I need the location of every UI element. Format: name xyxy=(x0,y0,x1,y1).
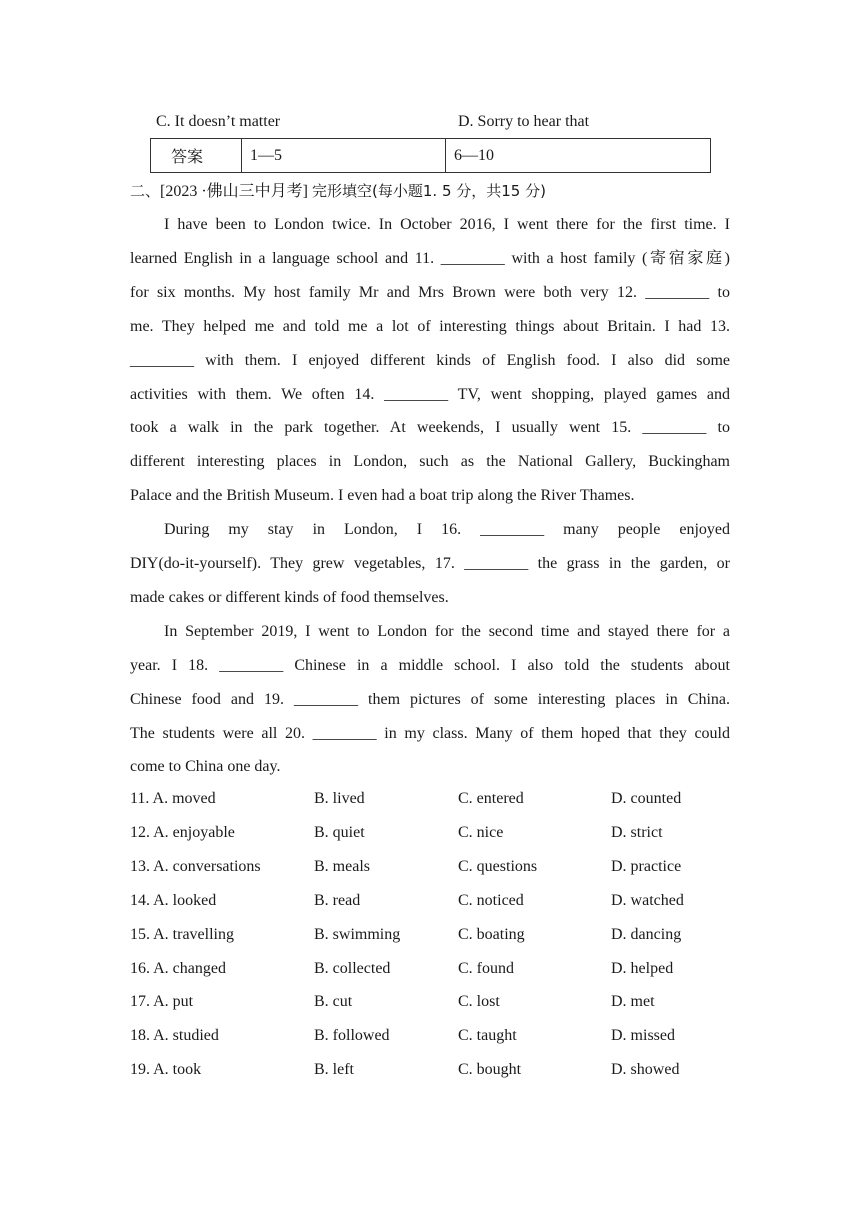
section-heading xyxy=(130,181,546,202)
passage-line: DIY(do-it-yourself). They grew vegetables, 17. ________ the grass in the garden, or xyxy=(130,555,730,572)
option-d: D. helped xyxy=(611,959,674,977)
option-d: D. strict xyxy=(611,823,663,841)
option-c: C. questions xyxy=(458,857,538,875)
section-source: [2023 ·佛山三中月考] xyxy=(160,183,309,200)
passage-line: me. They helped me and told me a lot of interesting things about Britain. I had 13. xyxy=(130,317,730,335)
option-d: D. missed xyxy=(611,1027,675,1045)
passage-line: The students were all 20. ________ in my class. Many of them hoped that they could xyxy=(130,724,730,742)
option-d: D. met xyxy=(611,993,655,1011)
answer-range-6-10: 6—10 xyxy=(446,139,711,173)
passage-line: ________ with them. I enjoyed different kinds of English food. I also did some xyxy=(130,351,730,369)
answer-range-1-5: 1—5 xyxy=(242,139,446,173)
prev-option-d: D. Sorry to hear that xyxy=(458,113,590,130)
option-c: C. found xyxy=(458,959,514,977)
option-b: B. read xyxy=(314,891,361,909)
option-a: 16. A. changed xyxy=(130,959,226,977)
option-a: 12. A. enjoyable xyxy=(130,823,235,841)
section-title: 完形填空(每小题1. 5 分，共15 分) xyxy=(312,182,546,200)
option-a: 15. A. travelling xyxy=(130,925,234,943)
option-c: C. bought xyxy=(458,1061,522,1079)
passage-line: learned English in a language school and 11. ________ with a host family (寄宿家庭) xyxy=(130,249,730,267)
option-b: B. followed xyxy=(314,1027,390,1045)
option-c: C. entered xyxy=(458,790,524,807)
option-b: B. quiet xyxy=(314,823,365,841)
passage-line: In September 2019, I went to London for the second time and stayed there for a xyxy=(164,622,730,640)
option-a: 19. A. took xyxy=(130,1061,202,1079)
option-b: B. left xyxy=(314,1061,354,1079)
option-d: D. counted xyxy=(611,790,682,807)
option-d: D. showed xyxy=(611,1061,680,1079)
option-c: C. taught xyxy=(458,1027,517,1045)
prev-option-c: C. It doesn’t matter xyxy=(156,113,281,130)
answer-label: 答案 xyxy=(151,139,242,173)
passage-line: took a walk in the park together. At weekends, I usually went 15. ________ to xyxy=(130,419,730,437)
passage-line: different interesting places in London, such as the National Gallery, Buckingham xyxy=(130,453,730,471)
option-b: B. cut xyxy=(314,993,353,1011)
option-d: D. dancing xyxy=(611,925,682,943)
option-b: B. collected xyxy=(314,959,391,977)
option-c: C. nice xyxy=(458,823,504,841)
section-number: 二、 xyxy=(130,182,161,200)
option-a: 14. A. looked xyxy=(130,891,217,909)
passage-line: activities with them. We often 14. ________ TV, went shopping, played games and xyxy=(130,385,730,403)
option-c: C. noticed xyxy=(458,891,524,909)
option-b: B. swimming xyxy=(314,925,401,943)
passage-line: Chinese food and 19. ________ them pictures of some interesting places in China. xyxy=(130,690,730,708)
passage-line: come to China one day. xyxy=(130,758,281,776)
option-a: 11. A. moved xyxy=(130,790,216,807)
option-b: B. lived xyxy=(314,790,365,807)
option-a: 13. A. conversations xyxy=(130,857,261,875)
answer-table xyxy=(150,138,711,173)
passage-line: During my stay in London, I 16. ________ many people enjoyed xyxy=(164,521,730,539)
passage-line: Palace and the British Museum. I even had a boat trip along the River Thames. xyxy=(130,487,635,505)
option-c: C. lost xyxy=(458,993,500,1011)
option-d: D. watched xyxy=(611,891,684,909)
option-b: B. meals xyxy=(314,857,370,875)
passage-line: for six months. My host family Mr and Mrs Brown were both very 12. ________ to xyxy=(130,283,730,301)
passage-line: year. I 18. ________ Chinese in a middle school. I also told the students about xyxy=(130,656,730,674)
passage-line: made cakes or different kinds of food themselves. xyxy=(130,588,449,606)
option-d: D. practice xyxy=(611,857,682,875)
option-c: C. boating xyxy=(458,925,525,943)
option-a: 17. A. put xyxy=(130,993,194,1011)
passage-line: I have been to London twice. In October 2016, I went there for the first time. I xyxy=(164,216,730,233)
option-a: 18. A. studied xyxy=(130,1027,219,1045)
